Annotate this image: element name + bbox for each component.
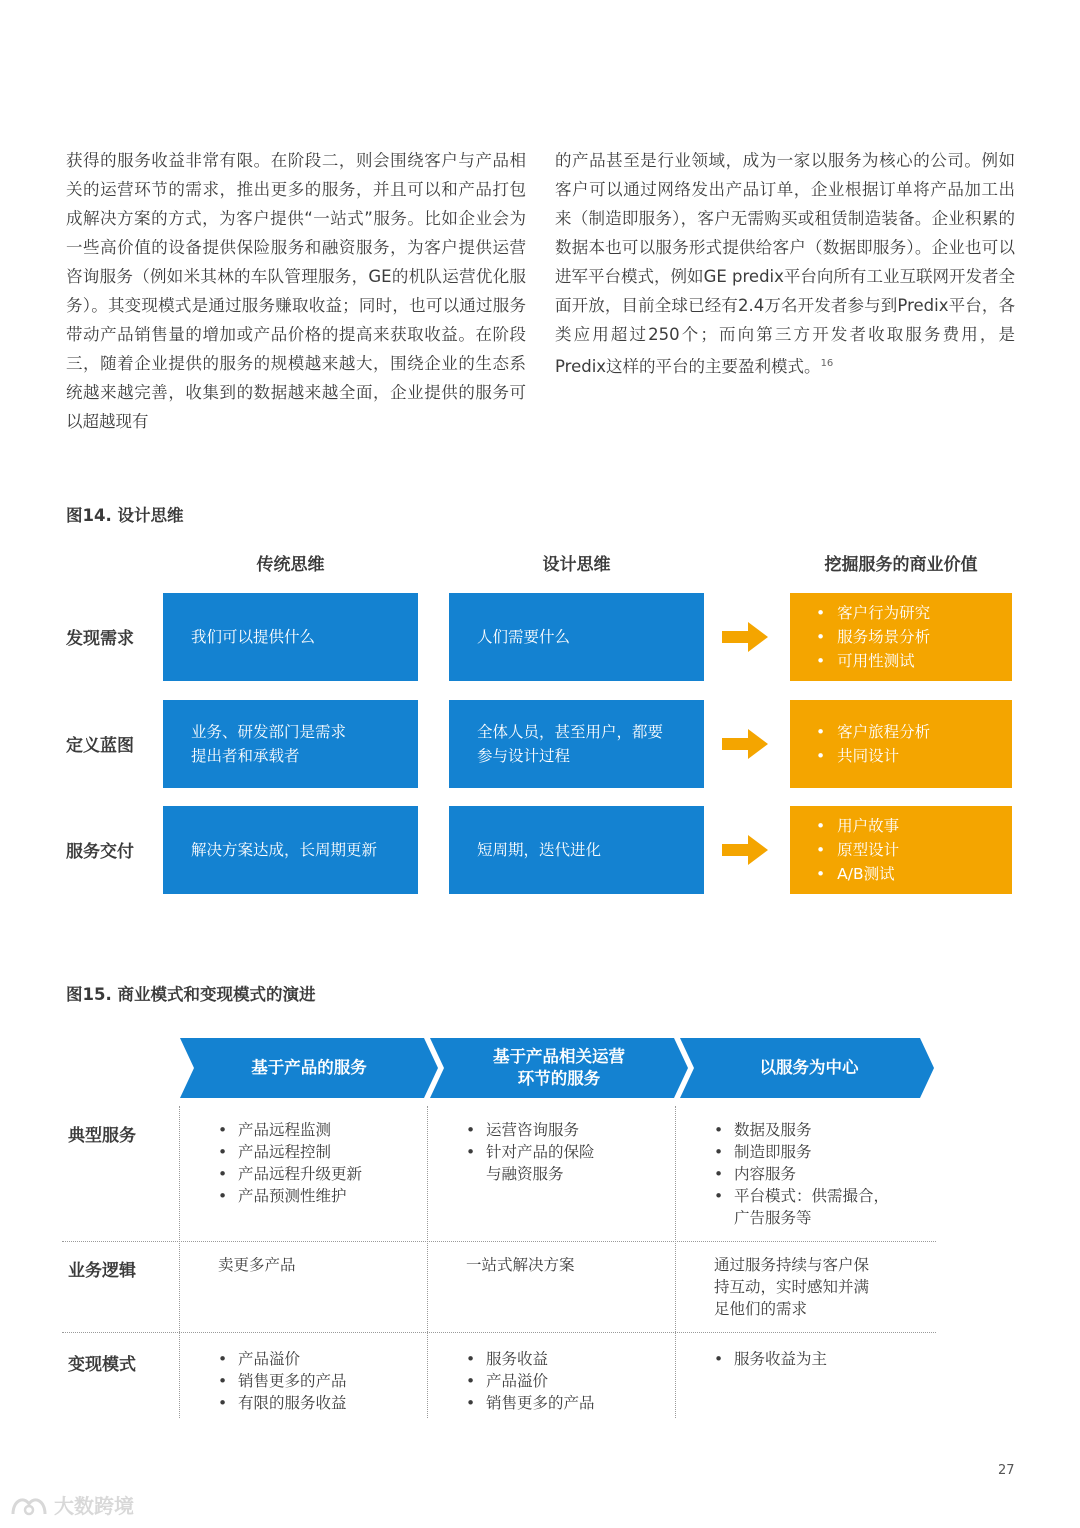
business-value-item: • 共同设计	[816, 744, 1012, 768]
fig15-cell-item-line: 广告服务等	[734, 1209, 812, 1227]
fig15-cell-item-line: • 服务收益	[486, 1350, 549, 1368]
fig15-cell-item-line: • 数据及服务	[734, 1121, 812, 1139]
body-text-right	[555, 146, 1015, 381]
stage-label-text	[760, 1057, 859, 1079]
right-arrow-icon	[722, 729, 768, 759]
fig15-cell-item-line: • 服务收益为主	[734, 1350, 828, 1368]
row-divider	[62, 1241, 936, 1242]
fig15-cell	[218, 1119, 423, 1207]
design-thinking-box	[449, 700, 704, 788]
stage-label-line: 环节的服务	[517, 1069, 601, 1088]
fig15-cell-item	[218, 1185, 423, 1207]
business-value-item: • 可用性测试	[816, 649, 1012, 673]
fig15-cell-line: 通过服务持续与客户保	[714, 1256, 870, 1274]
stage-label	[194, 1038, 424, 1098]
traditional-thinking-box	[163, 700, 418, 788]
traditional-text-line: 我们可以提供什么	[191, 628, 316, 646]
fig15-cell-item-line: • 运营咨询服务	[486, 1121, 580, 1139]
fig15-cell-item	[218, 1141, 423, 1163]
fig15-cell-item	[714, 1163, 919, 1185]
fig15-cell-list	[714, 1119, 919, 1229]
design-text-line: 参与设计过程	[477, 747, 571, 765]
business-value-box	[790, 806, 1012, 894]
traditional-text-line: 解决方案达成，长周期更新	[191, 841, 378, 859]
traditional-text-line: 业务、研发部门是需求	[191, 723, 347, 741]
business-value-list	[816, 720, 1012, 768]
footnote-ref: 16	[820, 358, 834, 369]
fig15-row-label: 变现模式	[68, 1355, 136, 1375]
fig15-cell-list	[218, 1348, 423, 1414]
fig15-cell-item-line: • 平台模式：供需撮合，	[734, 1187, 890, 1205]
column-divider	[179, 1106, 180, 1418]
business-value-list	[816, 814, 1012, 886]
fig15-cell	[466, 1254, 671, 1276]
fig15-cell-list	[714, 1348, 919, 1370]
traditional-thinking-box	[163, 593, 418, 681]
fig15-cell-item	[218, 1163, 423, 1185]
fig14-row-label: 服务交付	[66, 842, 134, 862]
fig15-cell-item-line: • 产品溢价	[486, 1372, 549, 1390]
fig14-header-value: 挖掘服务的商业价值	[824, 555, 978, 575]
fig15-cell-item-line: • 制造即服务	[734, 1143, 812, 1161]
stage-label	[444, 1038, 674, 1098]
fig15-cell-item-line: • 产品溢价	[238, 1350, 301, 1368]
fig14-row-label: 发现需求	[66, 629, 134, 649]
fig15-cell-item	[218, 1392, 423, 1414]
fig15-cell-list	[466, 1348, 671, 1414]
fig15-row-label: 典型服务	[68, 1126, 136, 1146]
traditional-thinking-box	[163, 806, 418, 894]
fig15-cell-item	[466, 1141, 671, 1185]
fig15-cell-item-line: • 针对产品的保险	[486, 1143, 595, 1161]
fig15-cell-item	[218, 1370, 423, 1392]
design-text-line: 短周期，迭代进化	[477, 841, 602, 859]
fig15-cell-item	[714, 1119, 919, 1141]
stage-label-line: 以服务为中心	[759, 1058, 859, 1077]
watermark-logo-icon	[10, 1492, 48, 1518]
row-divider	[62, 1332, 936, 1333]
fig14-row-label: 定义蓝图	[66, 736, 134, 756]
fig14-title: 图14. 设计思维	[66, 506, 184, 525]
stage-label-line: 基于产品的服务	[251, 1058, 367, 1077]
fig15-cell-list	[218, 1119, 423, 1207]
fig15-cell-item	[466, 1348, 671, 1370]
fig15-cell-line: 一站式解决方案	[466, 1256, 575, 1274]
fig15-cell-item-line: • 有限的服务收益	[238, 1394, 347, 1412]
page-number: 27	[998, 1463, 1015, 1478]
stage-label-text	[493, 1046, 625, 1090]
fig15-cell-item-line: • 销售更多的产品	[486, 1394, 595, 1412]
fig14-header-design: 设计思维	[542, 555, 611, 575]
fig15-cell-item	[466, 1392, 671, 1414]
fig15-cell-item-line: • 销售更多的产品	[238, 1372, 347, 1390]
watermark	[10, 1490, 134, 1519]
fig15-cell-item-line: 与融资服务	[486, 1165, 564, 1183]
business-value-item: • 用户故事	[816, 814, 1012, 838]
design-text-line: 全体人员，甚至用户，都要	[477, 723, 664, 741]
design-text-line: 人们需要什么	[477, 628, 571, 646]
fig15-cell-item-line: • 内容服务	[734, 1165, 797, 1183]
fig15-cell-list	[466, 1119, 671, 1185]
business-value-item: • A/B测试	[816, 862, 1012, 886]
stage-label-text	[251, 1057, 367, 1079]
business-value-item: • 服务场景分析	[816, 625, 1012, 649]
business-value-item: • 原型设计	[816, 838, 1012, 862]
business-value-list	[816, 601, 1012, 673]
traditional-text-line: 提出者和承载者	[191, 747, 300, 765]
fig15-cell-item	[218, 1119, 423, 1141]
fig15-title: 图15. 商业模式和变现模式的演进	[66, 985, 316, 1004]
fig15-cell-item	[714, 1141, 919, 1163]
fig15-cell-line: 足他们的需求	[714, 1300, 808, 1318]
body-text-right-content: 的产品甚至是行业领域，成为一家以服务为核心的公司。例如客户可以通过网络发出产品订单，企业根据订单将产品加工出来（制造即服务），客户无需购买或租赁制造装备。企业积累的数据本也可以服务形式提供给客户（数据即服务）。企业也可以进军平台模式，例如GE predix平台向所有工业互联网开发者全面开放，目前全球已经有2.4万名开发者参与到Predix平台，各类应用超过250个；而向第三方开发者收取服务费用，是Predix这样的平台的主要盈利模式。	[555, 151, 1015, 376]
business-value-box	[790, 700, 1012, 788]
fig15-cell-item	[714, 1185, 919, 1229]
fig15-cell-line: 持互动，实时感知并满	[714, 1278, 870, 1296]
column-divider	[675, 1106, 676, 1418]
business-value-item: • 客户旅程分析	[816, 720, 1012, 744]
stage-label	[694, 1038, 924, 1098]
design-thinking-box	[449, 806, 704, 894]
right-arrow-icon	[722, 835, 768, 865]
fig15-cell-item	[466, 1119, 671, 1141]
fig15-cell-item-line: • 产品远程监测	[238, 1121, 332, 1139]
stage-label-line: 基于产品相关运营	[493, 1047, 625, 1066]
watermark-text: 大数跨境	[54, 1494, 134, 1518]
fig15-cell-item-line: • 产品预测性维护	[238, 1187, 347, 1205]
body-text-left: 获得的服务收益非常有限。在阶段二，则会围绕客户与产品相关的运营环节的需求，推出更多的服务，并且可以和产品打包成解决方案的方式，为客户提供“一站式”服务。比如企业会为一些高价值的设备提供保险服务和融资服务，为客户提供运营咨询服务（例如米其林的车队管理服务，GE的机队运营优化服务）。其变现模式是通过服务赚取收益；同时，也可以通过服务带动产品销售量的增加或产品价格的提高来获取收益。在阶段三，随着企业提供的服务的规模越来越大，围绕企业的生态系统越来越完善，收集到的数据越来越全面，企业提供的服务可以超越现有	[66, 151, 526, 431]
fig15-cell	[714, 1119, 919, 1229]
fig15-cell-line: 卖更多产品	[218, 1256, 296, 1274]
column-divider	[427, 1106, 428, 1418]
fig14-header-traditional: 传统思维	[256, 555, 325, 575]
business-value-box	[790, 593, 1012, 681]
fig15-cell	[218, 1348, 423, 1414]
fig15-cell	[714, 1348, 919, 1370]
fig15-cell	[466, 1119, 671, 1185]
fig15-cell	[218, 1254, 423, 1276]
fig15-row-label: 业务逻辑	[68, 1261, 136, 1281]
fig15-cell	[714, 1254, 919, 1320]
fig15-cell-item-line: • 产品远程控制	[238, 1143, 332, 1161]
right-arrow-icon	[722, 622, 768, 652]
fig15-cell	[466, 1348, 671, 1414]
fig15-cell-item	[466, 1370, 671, 1392]
design-thinking-box	[449, 593, 704, 681]
fig15-cell-item	[218, 1348, 423, 1370]
business-value-item: • 客户行为研究	[816, 601, 1012, 625]
fig15-cell-item	[714, 1348, 919, 1370]
fig15-cell-item-line: • 产品远程升级更新	[238, 1165, 363, 1183]
